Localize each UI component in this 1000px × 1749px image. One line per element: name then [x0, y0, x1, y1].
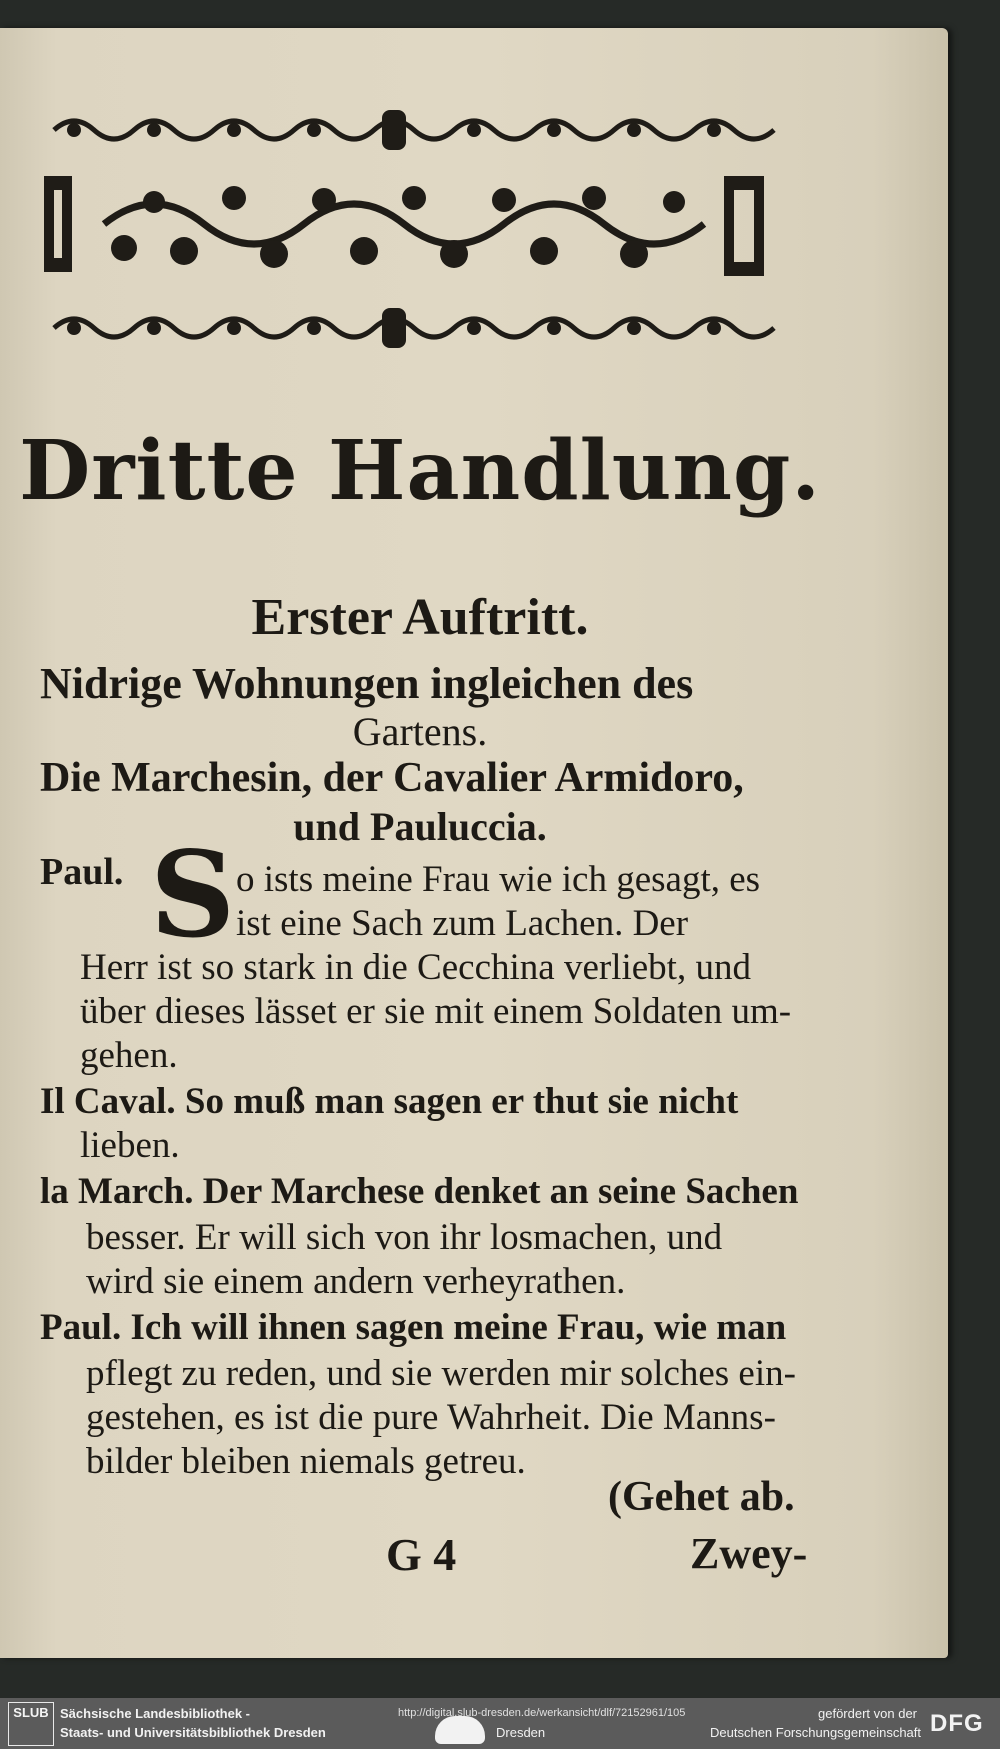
- source-url[interactable]: http://digital.slub-dresden.de/werkansicht/dlf/72152961/105: [398, 1707, 686, 1719]
- dfg-logo: DFG: [930, 1710, 984, 1737]
- city-label: Dresden: [496, 1725, 546, 1740]
- library-name-line-1: Sächsische Landesbibliothek -: [60, 1706, 250, 1721]
- funded-by-line-1: gefördert von der: [818, 1706, 918, 1721]
- scene-title: Erster Auftritt.: [251, 589, 589, 646]
- text-line: ist eine Sach zum Lachen. Der: [236, 903, 689, 944]
- text-line: gehen.: [80, 1035, 178, 1076]
- drop-capital: S: [150, 825, 236, 964]
- ornament-header: [44, 106, 804, 352]
- setting-line-1: Nidrige Wohnungen ingleichen des: [40, 659, 694, 708]
- footer-bar: [0, 1698, 1000, 1749]
- characters-line-1: Die Marchesin, der Cavalier Armidoro,: [40, 755, 744, 801]
- text-line: wird sie einem andern verheyrathen.: [86, 1261, 626, 1302]
- saxony-map-icon: [435, 1716, 485, 1744]
- text-line: besser. Er will sich von ihr losmachen, und: [86, 1217, 723, 1258]
- funded-by-line-2: Deutschen Forschungsgemeinschaft: [710, 1725, 922, 1740]
- speaker-label: Paul.: [40, 851, 124, 893]
- library-name-line-2: Staats- und Universitätsbibliothek Dresden: [60, 1725, 326, 1740]
- text-line: über dieses lässet er sie mit einem Soldaten um-: [80, 991, 792, 1032]
- book-page: [0, 28, 948, 1658]
- act-title: Dritte Handlung.: [19, 423, 821, 519]
- text-line: Herr ist so stark in die Cecchina verliebt, und: [80, 947, 751, 988]
- catchword: Zwey-: [690, 1529, 808, 1578]
- characters-line-2: und Pauluccia.: [293, 804, 547, 849]
- text-line: bilder bleiben niemals getreu.: [86, 1441, 526, 1482]
- stage-direction: (Gehet ab.: [608, 1474, 795, 1520]
- text-line: lieben.: [80, 1125, 180, 1166]
- signature-mark: G 4: [386, 1529, 457, 1580]
- text-line: la March. Der Marchese denket an seine Sachen: [40, 1171, 799, 1212]
- text-line: gestehen, es ist die pure Wahrheit. Die Manns-: [86, 1397, 776, 1438]
- text-line: pflegt zu reden, und sie werden mir solches ein-: [86, 1353, 796, 1394]
- setting-line-2: Gartens.: [352, 709, 488, 754]
- text-line: Il Caval. So muß man sagen er thut sie nicht: [40, 1081, 739, 1122]
- text-line: o ists meine Frau wie ich gesagt, es: [236, 859, 761, 900]
- slub-logo: SLUB: [8, 1702, 54, 1746]
- text-line: Paul. Ich will ihnen sagen meine Frau, wie man: [40, 1307, 787, 1348]
